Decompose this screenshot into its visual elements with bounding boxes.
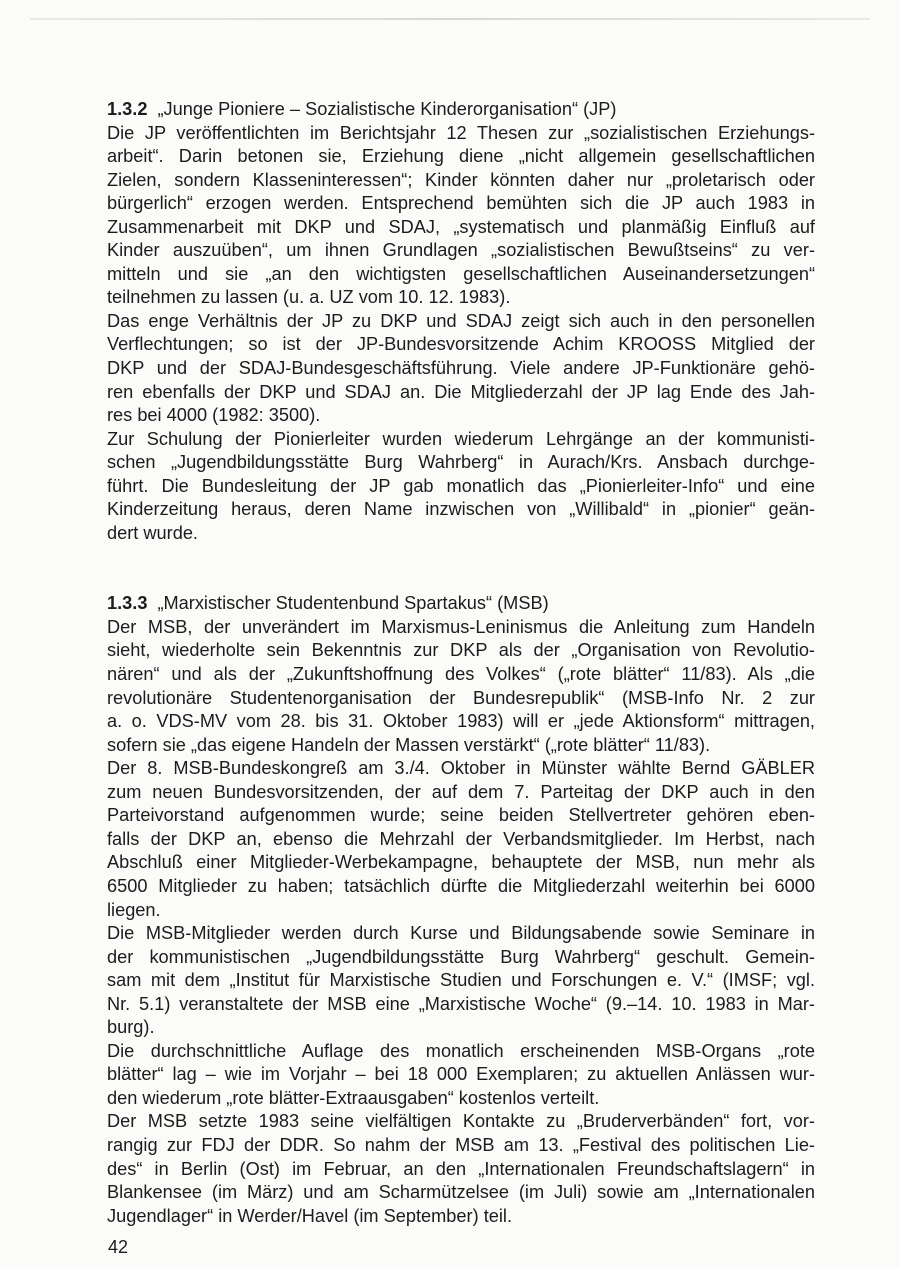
- text-line: rangig zur FDJ der DDR. So nahm der MSB am 13. „Festival des politischen Lie-: [107, 1134, 815, 1155]
- text-line: Verflechtungen; so ist der JP-Bundesvorsitzende Achim KROOSS Mitglied der: [107, 334, 815, 355]
- text-line: liegen.: [107, 899, 161, 920]
- page-number: 42: [108, 1237, 129, 1257]
- document-page: [107, 98, 815, 1228]
- text-line: ren ebenfalls der DKP und SDAJ an. Die Mitgliederzahl der JP lag Ende des Jah-: [107, 381, 815, 402]
- text-line: sam mit dem „Institut für Marxistische Studien und Forschungen e. V.“ (IMSF; vgl.: [107, 970, 815, 991]
- section-number: 1.3.2: [107, 99, 148, 119]
- text-line: blätter“ lag – wie im Vorjahr – bei 18 000 Exemplaren; zu aktuellen Anlässen wur-: [107, 1064, 815, 1085]
- text-line: Der MSB setzte 1983 seine vielfältigen Kontakte zu „Bruderverbänden“ fort, vor-: [107, 1111, 815, 1132]
- text-line: Die MSB-Mitglieder werden durch Kurse und Bildungsabende sowie Seminare in: [107, 923, 815, 944]
- text-line: a. o. VDS-MV vom 28. bis 31. Oktober 1983) will er „jede Aktionsform“ mittragen,: [107, 711, 815, 732]
- section-body: [107, 122, 815, 546]
- text-line: Zusammenarbeit mit DKP und SDAJ, „systematisch und planmäßig Einfluß auf: [107, 216, 815, 237]
- text-line: burg).: [107, 1017, 155, 1038]
- text-line: zum neuen Bundesvorsitzenden, der auf dem 7. Parteitag der DKP auch in den: [107, 781, 815, 802]
- text-line: Das enge Verhältnis der JP zu DKP und SDAJ zeigt sich auch in den personellen: [107, 310, 815, 331]
- text-line: Nr. 5.1) veranstaltete der MSB eine „Marxistische Woche“ (9.–14. 10. 1983 in Mar-: [107, 993, 815, 1014]
- section-body: [107, 616, 815, 1228]
- text-line: Zur Schulung der Pionierleiter wurden wiederum Lehrgänge an der kommunisti-: [107, 428, 815, 449]
- text-line: schen „Jugendbildungsstätte Burg Wahrberg“ in Aurach/Krs. Ansbach durchge-: [107, 452, 815, 473]
- text-line: res bei 4000 (1982: 3500).: [107, 405, 321, 426]
- section-heading: [107, 592, 815, 616]
- text-line: bürgerlich“ erzogen werden. Entsprechend bemühten sich die JP auch 1983 in: [107, 193, 815, 214]
- text-line: sofern sie „das eigene Handeln der Massen verstärkt“ („rote blätter“ 11/83).: [107, 734, 711, 755]
- text-line: sieht, wiederholte sein Bekenntnis zur DKP als der „Organisation von Revolutio-: [107, 640, 815, 661]
- section-title: „Junge Pioniere – Sozialistische Kinderorganisation“ (JP): [157, 99, 617, 119]
- text-line: des“ in Berlin (Ost) im Februar, an den „Internationalen Freundschaftslagern“ in: [107, 1158, 815, 1179]
- text-line: falls der DKP an, ebenso die Mehrzahl der Verbandsmitglieder. Im Herbst, nach: [107, 828, 815, 849]
- section-number: 1.3.3: [107, 593, 148, 614]
- text-line: Kinderzeitung heraus, deren Name inzwischen von „Willibald“ in „pionier“ geän-: [107, 499, 815, 520]
- text-line: Die JP veröffentlichten im Berichtsjahr 12 Thesen zur „sozialistischen Erziehungs-: [107, 122, 815, 143]
- text-line: teilnehmen zu lassen (u. a. UZ vom 10. 12. 1983).: [107, 287, 511, 308]
- scan-edge-line: [30, 18, 870, 20]
- text-line: Jugendlager“ in Werder/Havel (im September) teil.: [107, 1205, 513, 1226]
- section-1-3-2: [107, 98, 815, 545]
- section-1-3-3: [107, 592, 815, 1228]
- text-line: revolutionäre Studentenorganisation der Bundesrepublik“ (MSB-Info Nr. 2 zur: [107, 687, 815, 708]
- text-line: Parteivorstand aufgenommen wurde; seine beiden Stellvertreter gehören eben-: [107, 805, 815, 826]
- text-line: den wiederum „rote blätter-Extraausgaben“ kostenlos verteilt.: [107, 1087, 600, 1108]
- text-line: nären“ und als der „Zukunftshoffnung des Volkes“ („rote blätter“ 11/83). Als „die: [107, 664, 815, 685]
- text-line: arbeit“. Darin betonen sie, Erziehung diene „nicht allgemein gesellschaftlichen: [107, 146, 815, 167]
- text-line: Blankensee (im März) und am Scharmützelsee (im Juli) sowie am „Internationalen: [107, 1182, 815, 1203]
- text-line: Der 8. MSB-Bundeskongreß am 3./4. Oktober in Münster wählte Bernd GÄBLER: [107, 758, 815, 779]
- text-line: dert wurde.: [107, 522, 198, 543]
- text-line: Die durchschnittliche Auflage des monatlich erscheinenden MSB-Organs „rote: [107, 1040, 815, 1061]
- section-heading: [107, 98, 815, 122]
- text-line: führt. Die Bundesleitung der JP gab monatlich das „Pionierleiter-Info“ und eine: [107, 475, 815, 496]
- text-line: Der MSB, der unverändert im Marxismus-Leninismus die Anleitung zum Handeln: [107, 616, 815, 637]
- text-line: der kommunistischen „Jugendbildungsstätte Burg Wahrberg“ geschult. Gemein-: [107, 946, 815, 967]
- text-line: 6500 Mitglieder zu haben; tatsächlich dürfte die Mitgliederzahl weiterhin bei 6000: [107, 875, 815, 896]
- section-gap: [107, 545, 815, 592]
- text-line: Abschluß einer Mitglieder-Werbekampagne, behauptete der MSB, nun mehr als: [107, 852, 815, 873]
- section-title: „Marxistischer Studentenbund Spartakus“ (MSB): [157, 593, 549, 614]
- text-line: mitteln und sie „an den wichtigsten gesellschaftlichen Auseinandersetzungen“: [107, 263, 815, 284]
- text-line: Zielen, sondern Klasseninteressen“; Kinder könnten daher nur „proletarisch oder: [107, 169, 815, 190]
- text-line: Kinder auszuüben“, um ihnen Grundlagen „sozialistischen Bewußtseins“ zu ver-: [107, 240, 815, 261]
- text-line: DKP und der SDAJ-Bundesgeschäftsführung. Viele andere JP-Funktionäre gehö-: [107, 358, 815, 379]
